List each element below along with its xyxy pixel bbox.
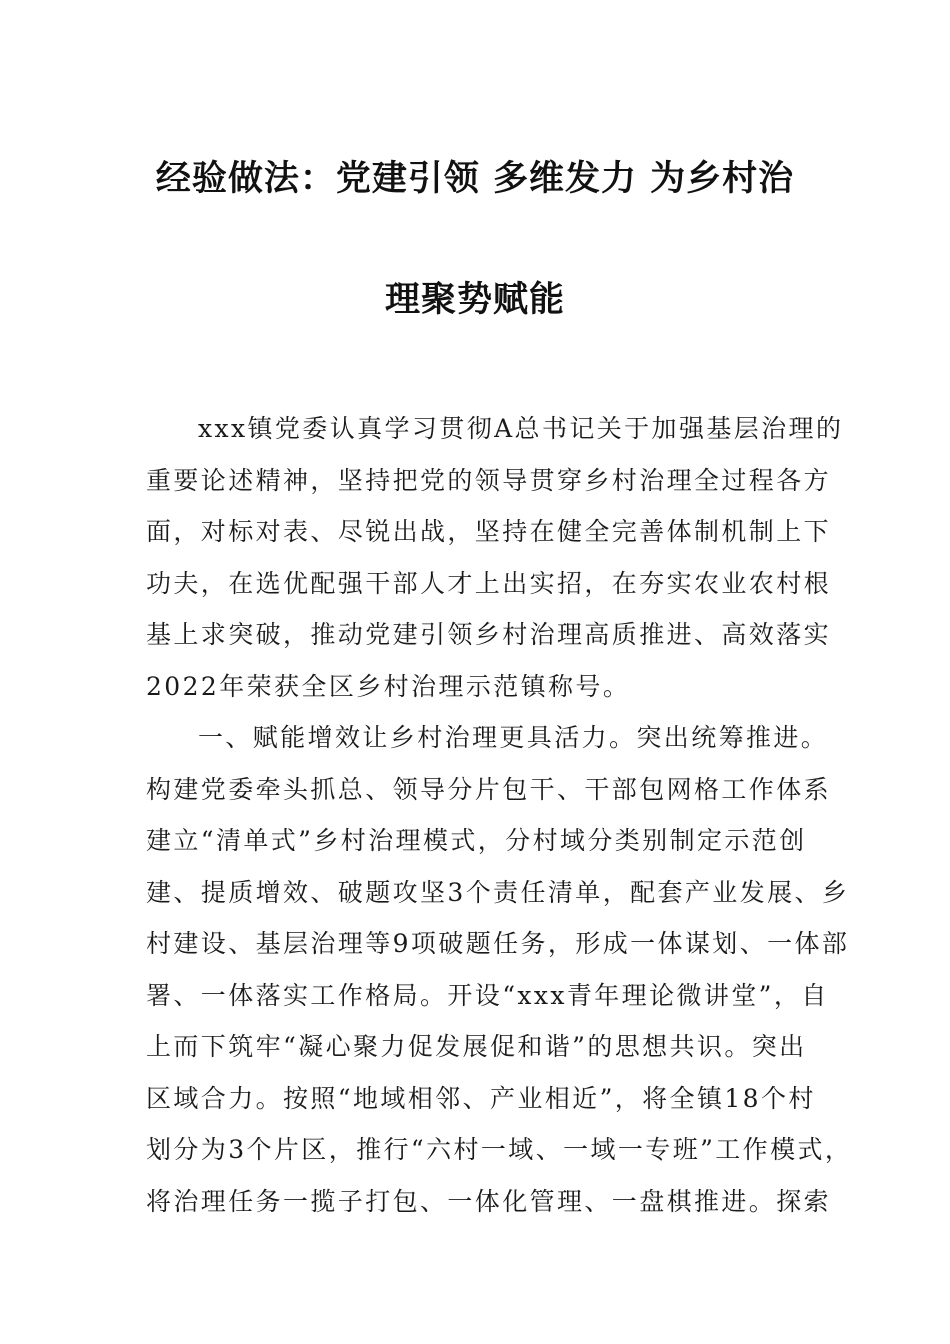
body-line: 上而下筑牢“凝心聚力促发展促和谐”的思想共识。突出 xyxy=(146,1032,807,1061)
body-line: 重要论述精神，坚持把党的领导贯穿乡村治理全过程各方 xyxy=(146,465,832,495)
body-line: 划分为3个片区，推行“六村一域、一域一专班”工作模式， xyxy=(146,1135,853,1164)
body-line: 村建设、基层治理等9项破题任务，形成一体谋划、一体部 xyxy=(146,929,850,958)
body-line: 面，对标对表、尽锐出战，坚持在健全完善体制机制上下 xyxy=(146,517,832,546)
body-line: 基上求突破，推动党建引领乡村治理高质推进、高效落实 xyxy=(146,620,832,649)
body-line: 建、提质增效、破题攻坚3个责任清单，配套产业发展、乡 xyxy=(146,877,850,907)
body-line: 一、赋能增效让乡村治理更具活力。突出统筹推进。 xyxy=(198,723,829,752)
body-line: 署、一体落实工作格局。开设“xxx青年理论微讲堂”，自 xyxy=(146,980,829,1010)
document-title-line-1: 经验做法：党建引领 多维发力 为乡村治 xyxy=(155,159,795,199)
body-line: 功夫，在选优配强干部人才上出实招，在夯实农业农村根 xyxy=(146,568,832,598)
document-title-line-2: 理聚势赋能 xyxy=(384,280,565,320)
body-line: 将治理任务一揽子打包、一体化管理、一盘棋推进。探索 xyxy=(146,1186,832,1216)
body-line: 建立“清单式”乡村治理模式，分村域分类别制定示范创 xyxy=(146,826,807,855)
body-line: 2022年荣获全区乡村治理示范镇称号。 xyxy=(146,671,631,701)
body-line: xxx镇党委认真学习贯彻A总书记关于加强基层治理的 xyxy=(198,414,844,443)
document-body xyxy=(146,409,853,1233)
body-line: 区域合力。按照“地域相邻、产业相近”，将全镇18个村 xyxy=(146,1083,816,1113)
body-line: 构建党委牵头抓总、领导分片包干、干部包网格工作体系 xyxy=(146,774,832,804)
